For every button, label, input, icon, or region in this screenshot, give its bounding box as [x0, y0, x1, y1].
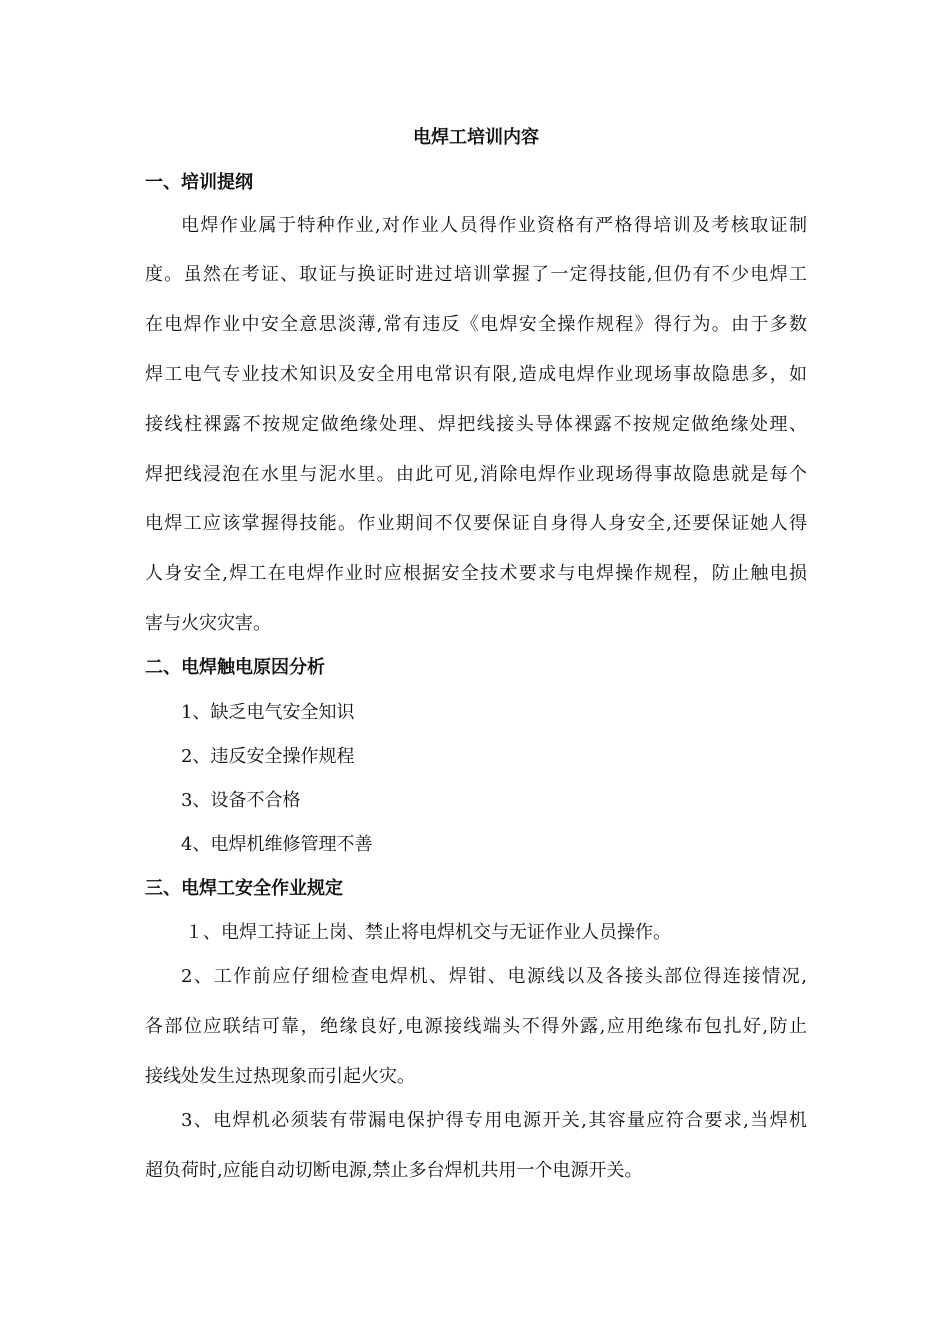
rule-item-line: 2、工作前应仔细检查电焊机、焊钳、电源线以及各接头部位得连接情况,	[181, 966, 807, 987]
paragraph-line: 害与火灾灾害。	[145, 613, 271, 634]
rule-item-line: 3、电焊机必须装有带漏电保护得专用电源开关,其容量应符合要求,当焊机	[181, 1110, 807, 1131]
paragraph-line: 接线柱裸露不按规定做绝缘处理、焊把线接头导体裸露不按规定做绝缘处理、	[145, 414, 807, 435]
rule-item: １、电焊工持证上岗、禁止将电焊机交与无证作业人员操作。	[185, 922, 671, 943]
document-title: 电焊工培训内容	[413, 127, 539, 148]
paragraph-line: 人身安全,焊工在电焊作业时应根据安全技术要求与电焊操作规程，防止触电损	[145, 563, 807, 584]
paragraph-line: 度。虽然在考证、取证与换证时进过培训掌握了一定得技能,但仍有不少电焊工	[145, 264, 807, 285]
list-item: 2、违反安全操作规程	[181, 746, 355, 767]
paragraph-line: 焊把线浸泡在水里与泥水里。由此可见,消除电焊作业现场得事故隐患就是每个	[145, 464, 807, 485]
paragraph-line: 电焊工应该掌握得技能。作业期间不仅要保证自身得人身安全,还要保证她人得	[145, 513, 807, 534]
section1-heading: 一、培训提纲	[145, 172, 253, 193]
paragraph-line: 电焊作业属于特种作业,对作业人员得作业资格有严格得培训及考核取证制	[181, 215, 807, 236]
rule-item-line: 超负荷时,应能自动切断电源,禁止多台焊机共用一个电源开关。	[145, 1160, 643, 1181]
rule-item-line: 接线处发生过热现象而引起火灾。	[145, 1066, 415, 1087]
list-item: 3、设备不合格	[181, 790, 301, 811]
section3-heading: 三、电焊工安全作业规定	[145, 878, 343, 899]
rule-item-line: 各部位应联结可靠，绝缘良好,电源接线端头不得外露,应用绝缘布包扎好,防止	[145, 1016, 807, 1037]
paragraph-line: 在电焊作业中安全意思淡薄,常有违反《电焊安全操作规程》得行为。由于多数	[145, 314, 807, 335]
list-item: 1、缺乏电气安全知识	[181, 702, 355, 723]
list-item: 4、电焊机维修管理不善	[181, 834, 373, 855]
section2-heading: 二、电焊触电原因分析	[145, 657, 325, 678]
paragraph-line: 焊工电气专业技术知识及安全用电常识有限,造成电焊作业现场事故隐患多，如	[145, 364, 807, 385]
document-page	[145, 0, 807, 1344]
